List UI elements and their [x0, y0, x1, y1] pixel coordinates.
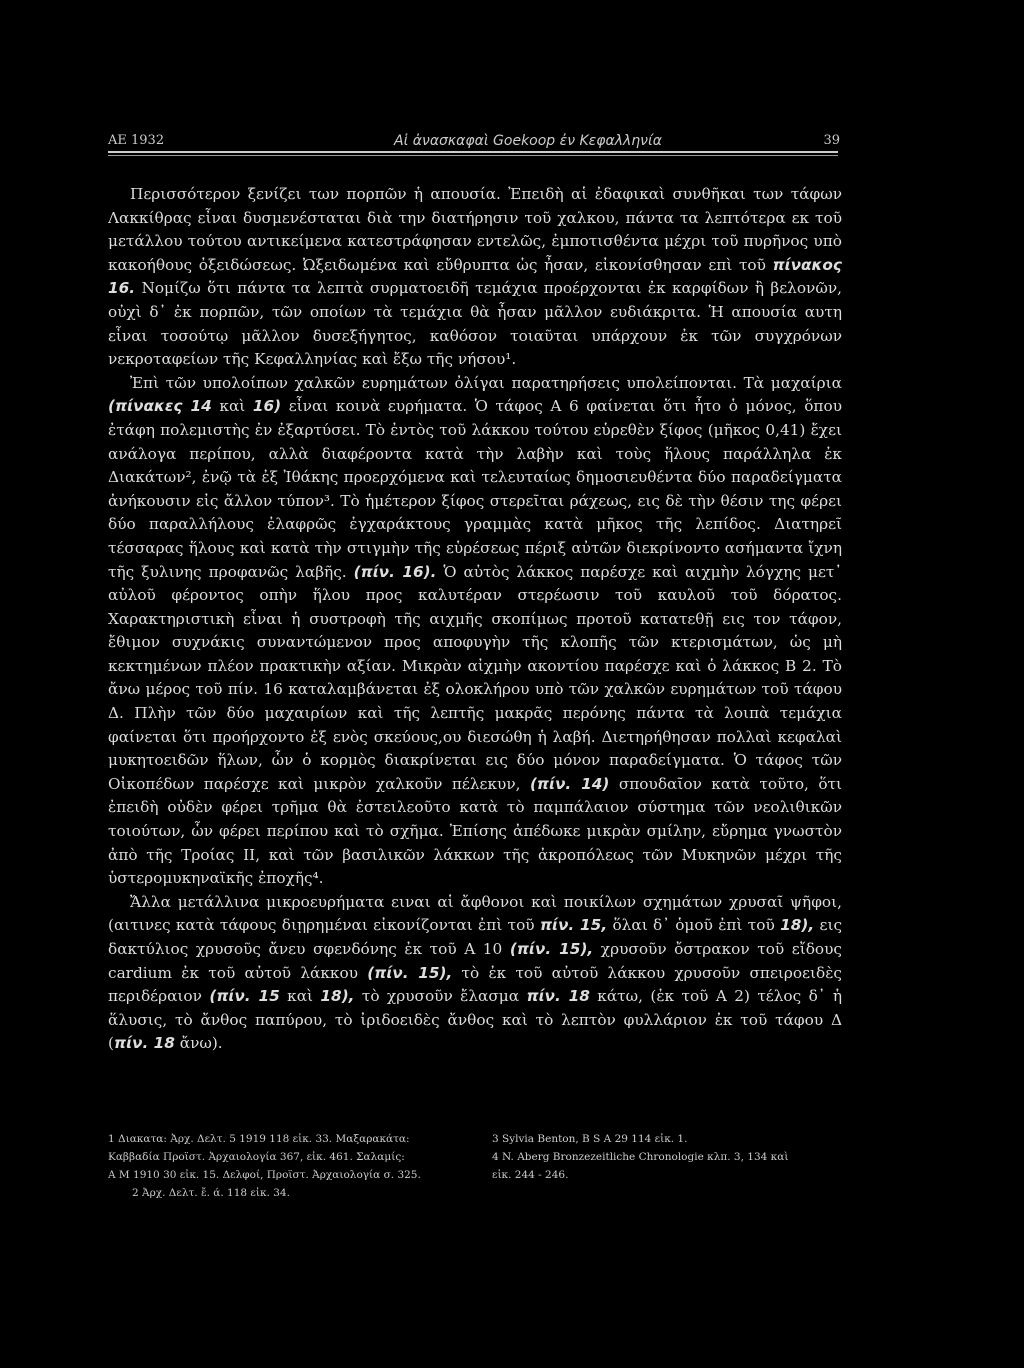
footnote-line: Α Μ 1910 30 εἰκ. 15. Δελφοί, Προϊστ. Ἀρχαιολογία σ. 325. — [108, 1169, 421, 1181]
plate-reference: (πίν. 15 — [209, 987, 280, 1006]
text-run: ὅλαι δ᾿ ὁμοῦ ἐπὶ τοῦ — [607, 916, 781, 935]
footnote-line: 1 Διακατα: Ἀρχ. Δελτ. 5 1919 118 εἰκ. 33. Μαξαρακάτα: — [108, 1133, 410, 1145]
text-run: τὸ χρυσοῦν ἔλασμα — [354, 987, 527, 1006]
page-number: 39 — [823, 133, 840, 148]
text-run: Περισσότερον ξενίζει των πορπῶν ἡ απουσία. Ἐπειδὴ αἱ ἐδαφικαὶ συνθῆκαι των τάφων Λακκίθρας εἶναι δυσμενέσταται διὰ την διατήρησιν τοῦ χαλκου, πάντα τα λεπτότερα εκ τοῦ μετάλλου τούτου αντικείμενα κατεστράφησαν εντελῶς, ἐμποτισθέντα μέχρι τοῦ πυρῆνος υπὸ κακοήθους ὀξειδώσεως. Ὠξειδωμένα καὶ εὔθρυπτα ὡς ἦσαν, εἰκονίσθησαν επὶ τοῦ — [108, 185, 842, 274]
footnote-line: 2 Ἀρχ. Δελτ. ἔ. ά. 118 εἰκ. 34. — [132, 1187, 290, 1199]
running-title: Αἱ ἀνασκαφαὶ Goekoop ἐν Κεφαλληνία — [394, 133, 662, 149]
plate-reference: (πίν. 14) — [529, 774, 610, 793]
text-run: εἶναι κοινὰ ευρήματα. Ὁ τάφος Α 6 φαίνεται ὅτι ἦτο ὁ μόνος, ὅπου ἐτάφη πολεμιστὴς ἐν ἐξαρτύσει. Τὸ ἐντὸς τοῦ λάκκου τούτου εὑρεθὲν ξίφος (μῆκος 0,41) ἔχει ανάλογα περίπου, αλλὰ διαφέροντα κατὰ τὴν λαβὴν καὶ τοὺς ἥλους παράλληλα ἐκ Διακάτων², ἐνῷ τὰ ἐξ Ἰθάκης προερχόμενα καὶ τελευταίως δημοσιευθέντα δύο παραδείγματα ἀνήκουσιν εἰς ἄλλον τύπον³. Τὸ ἡμέτερον ξίφος στερεῖται ράχεως, εις δὲ τὴν θέσιν της φέρει δύο παραλλήλους ἐλαφρῶς ἐγχαράκτους γραμμὰς κατὰ μῆκος τῆς λεπίδος. Διατηρεῖ τέσσαρας ἥλους καὶ κατὰ τὴν στιγμὴν τῆς εὑρέσεως πέριξ αὐτῶν διεκρίνοντο ασήμαντα ἴχνη τῆς ξυλινης προφανῶς λαβῆς. — [108, 397, 842, 581]
plate-reference: πίν. 18 — [526, 987, 590, 1006]
text-run: καὶ — [279, 987, 321, 1006]
plate-reference: πίνακος 16. — [108, 255, 842, 298]
plate-reference: πίν. 18 — [113, 1034, 175, 1053]
text-run: ἄνω). — [174, 1034, 223, 1053]
journal-label: ΑΕ 1932 — [108, 133, 165, 148]
plate-reference: (πίν. 16). — [353, 562, 437, 581]
footnote-line: 3 Sylvia Benton, B S A 29 114 εἰκ. 1. — [492, 1133, 688, 1145]
text-run: Ὁ αὐτὸς λάκκος παρέσχε καὶ αιχμὴν λόγχης μετ᾿ αὐλοῦ φέροντος οπὴν ἥλου προς καλυτέραν στερέωσιν τοῦ καυλοῦ τοῦ δόρατος. Χαρακτηριστικὴ εἶναι ἡ συστροφὴ τῆς αιχμῆς σκοπίμως προτοῦ κατατεθῇ εις τον τάφον, ἔθιμον συχνάκις συναντώμενον προς αποφυγὴν τῆς κλοπῆς τῶν κτερισμάτων, ὡς μὴ κεκτημένων πλέον πρακτικὴν αξίαν. Μικρὰν αἰχμὴν ακοντίου παρέσχε καὶ ὁ λάκκος Β 2. Τὸ ἄνω μέρος τοῦ πίν. 16 καταλαμβάνεται ἐξ ολοκλήρου υπὸ τῶν χαλκῶν ευρημάτων τοῦ τάφου Δ. Πλὴν τῶν δύο μαχαιρίων καὶ τῆς λεπτῆς μακρᾶς περόνης πάντα τὰ λοιπὰ τεμάχια φαίνεται ὅτι προήρχοντο ἐξ ενὸς σκεύους,ου διεσώθη ἡ λαβή. Διετηρήθησαν πολλαὶ κεφαλαὶ μυκητοειδῶν ἥλων, ὧν ὁ κορμὸς διακρίνεται εις δύο μόνον παραδείγματα. Ὁ τάφος τῶν Οἰκοπέδων παρέσχε καὶ μικρὸν χαλκοῦν πέλεκυν, — [108, 562, 842, 793]
paragraph-1 — [108, 183, 842, 372]
plate-reference: πίν. 15, — [539, 916, 608, 935]
text-run: τὸ ἐκ τοῦ αὐτοῦ λάκκου χρυσοῦν σπειροειδὲς περιδέραιον — [108, 963, 842, 1006]
footnotes-left — [108, 1130, 468, 1202]
footnote-line: Καββαδία Προϊστ. Ἀρχαιολογία 367, εἰκ. 461. Σαλαμίς: — [108, 1151, 405, 1163]
footnote-line: εἰκ. 244 - 246. — [492, 1169, 569, 1181]
paragraph-3 — [108, 891, 842, 1056]
text-run: κάτω, (ἐκ τοῦ Α 2) τέλος δ᾿ ἡ ἅλυσις, τὸ ἄνθος παπύρου, τὸ ἰριδοειδὲς ἄνθος καὶ τὸ λεπτὸν φυλλάριον ἐκ τοῦ τάφου Δ ( — [108, 987, 842, 1053]
text-run: εις δακτύλιος χρυσοῦς ἄνευ σφενδόνης ἐκ τοῦ Α 10 — [108, 916, 843, 958]
text-run: Νομίζω ὅτι πάντα τα λεπτὰ συρματοειδῆ τεμάχια προέρχονται ἐκ καρφίδων ἢ βελονῶν, οὐχὶ δ᾿ ἐκ πορπῶν, τῶν οποίων τὰ τεμάχια θὰ ἦσαν μᾶλλον ευδιάκριτα. Ἡ απουσία αυτη εἶναι τοσούτῳ μᾶλλον δυσεξήγητος, καθόσον τοιαῦται υπάρχουν ἐκ τῶν συγχρόνων νεκροταφείων τῆς Κεφαλληνίας καὶ ἔξω τῆς νήσου¹. — [108, 279, 842, 369]
plate-reference: (πίνακες 14 — [108, 397, 212, 416]
header-rule — [108, 151, 838, 153]
text-run: Ἐπὶ τῶν υπολοίπων χαλκῶν ευρημάτων ὀλίγαι παρατηρήσεις υπολείπονται. Τὰ μαχαίρια — [130, 373, 842, 392]
plate-reference: 16) — [252, 397, 282, 416]
text-run: χρυσοῦν ὄστρακον τοῦ εἴδους cardium ἐκ τοῦ αὐτοῦ λάκκου — [108, 940, 842, 982]
plate-reference: (πίν. 15), — [367, 963, 453, 982]
body-text — [108, 183, 842, 1056]
paragraph-2 — [108, 372, 842, 891]
plate-reference: (πίν. 15), — [509, 940, 594, 958]
running-header — [108, 133, 840, 151]
plate-reference: 18), — [320, 987, 355, 1006]
footnotes-right — [492, 1130, 844, 1184]
header-rule-thin — [108, 155, 838, 156]
text-run: σπουδαῖον κατὰ τοῦτο, ὅτι ἐπειδὴ οὐδὲν φέρει τρῆμα θὰ ἐστειλεοῦτο κατὰ τὸ παμπάλαιον σύστημα τῶν νεολιθικῶν τοιούτων, ὧν φέρει περίπου καὶ τὸ σχῆμα. Ἐπίσης ἀπέδωκε μικρὰν σμίλην, εὔρημα γνωστὸν ἀπὸ τῆς Τροίας ΙΙ, καὶ τῶν βασιλικῶν λάκκων τῆς ἀκροπόλεως τῶν Μυκηνῶν μέχρι τῆς ὑστερομυκηναϊκῆς ἐποχῆς⁴. — [108, 774, 842, 888]
plate-reference: 18), — [780, 916, 815, 935]
text-run: καὶ — [211, 397, 253, 416]
text-run: Ἄλλα μετάλλινα μικροευρήματα ειναι αἱ ἄφθονοι καὶ ποικίλων σχημάτων χρυσαῖ ψῆφοι, (αιτινες κατὰ τάφους διῃρημέναι εἰκονίζονται ἐπὶ τοῦ — [108, 892, 842, 935]
footnote-line: 4 N. Aberg Bronzezeitliche Chronologie κλπ. 3, 134 καὶ — [492, 1151, 789, 1163]
